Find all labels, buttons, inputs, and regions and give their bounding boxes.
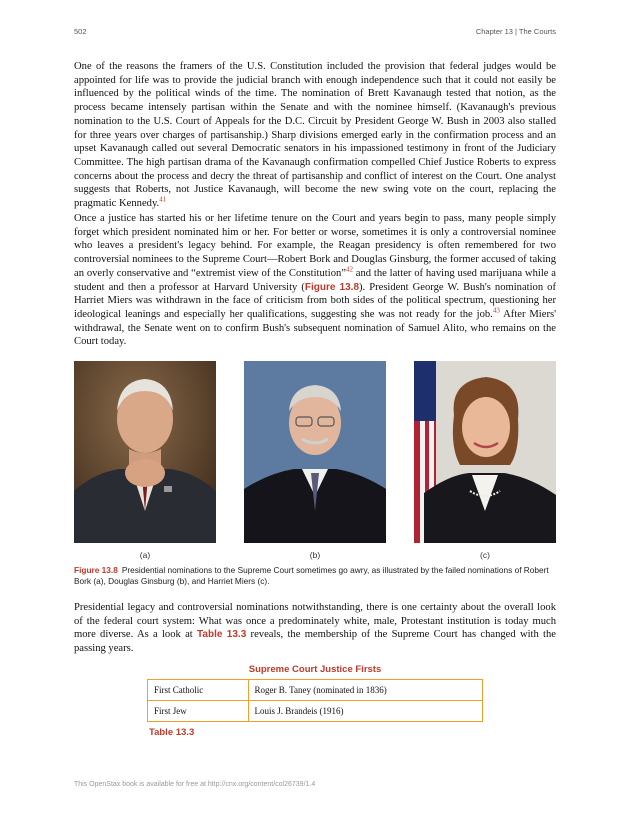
table-row: [148, 680, 483, 701]
paragraph-text: After Miers' withdrawal, the Senate went on to confirm Bush's subsequent nomination of Samuel Alito, who remains on the Court today.: [74, 308, 557, 348]
footer-note: This OpenStax book is available for free at http://cnx.org/content/col26739/1.4: [74, 781, 316, 788]
table-cell: First Catholic: [148, 680, 249, 701]
table-row: [148, 701, 483, 722]
photo-harriet-miers: [414, 361, 556, 543]
table-13-3-link[interactable]: Table 13.3: [197, 629, 247, 641]
figure-caption-label: Figure 13.8: [74, 565, 118, 575]
paragraph-text: One of the reasons the framers of the U.S. Constitution included the provision that federal judges would be appointed for life was to provide the judicial branch with enough independence such that it could not easily be influenced by the political winds of the time. The nomination of Brett Kavanaugh tested that notion, as the process became intensely partisan within the Senate and with the nominee himself. (Kavanaugh's previous nomination to the U.S. Court of Appeals for the D.C. Circuit by President George W. Bush in 2003 also stalled for three years over charges of partisanship.) Sharp divisions emerged early in the confirmation process and an upset Kavanaugh called out several Democratic senators in his impassioned testimony in front of the Judiciary Committee. The high partisan drama of the Kavanaugh confirmation compelled Chief Justice Roberts to express concerns about the process and decry the threat of partisanship and conflict of interest on the Court. One analyst suggests that Roberts, not Justice Kavanaugh, will become the new swing vote on the court, replacing the pragmatic Kennedy.: [74, 61, 556, 210]
paragraph-text: ). President George W. Bush's nomination of Harriet Miers was withdrawn in the face of criticism from both sides of the political spectrum, questioning her ideological leanings and especially her qualifications, suggesting she was not ready for the job.: [74, 281, 556, 320]
figure-label-a: (a): [139, 550, 151, 560]
paragraph-text: Once a justice has started his or her lifetime tenure on the Court and years begin to pass, many people simply forget which president nominated him or her. For better or worse, sometimes it is only a controversial nominee who leaves a president's legacy behind. For example, the Reagan presidency is often remembered for two controversial nominees to the Supreme Court—Robert Bork and Douglas Ginsburg, the former accused of taking an overly conservative and “extremist view of the Constitution”: [74, 213, 556, 279]
photo-douglas-ginsburg: [244, 361, 386, 543]
paragraph-kavanaugh: [74, 60, 556, 211]
paragraph-controversial-nominees: [74, 212, 556, 349]
paragraph-text: Presidential legacy and controversial nominations notwithstanding, there is one certainty about the overall look of the federal court system: What was once a predominately white, male, Protestant institution is today much more diverse. As a look at: [74, 602, 556, 641]
endnote-41[interactable]: 41: [159, 195, 167, 204]
figure-caption: [74, 565, 556, 587]
photo-robert-bork: [74, 361, 216, 543]
figure-13-8-link[interactable]: Figure 13.8: [304, 281, 360, 293]
table-label: Table 13.3: [149, 727, 195, 738]
paragraph-text: and the latter of having used marijuana while a student and then a professor at Harvard University (: [74, 267, 556, 293]
paragraph-diversity: [74, 601, 556, 656]
table-cell: First Jew: [148, 701, 249, 722]
figure-caption-text: Presidential nominations to the Supreme Court sometimes go awry, as illustrated by the failed nominations of Robert Bork (a), Douglas Ginsburg (b), and Harriet Miers (c).: [74, 565, 549, 586]
table-cell: Louis J. Brandeis (1916): [248, 701, 482, 722]
figure-label-b: (b): [309, 550, 321, 560]
justice-firsts-table: [147, 679, 483, 722]
figure-label-c: (c): [480, 550, 490, 560]
chapter-header: Chapter 13 | The Courts: [475, 27, 556, 36]
table-title: Supreme Court Justice Firsts: [248, 664, 382, 675]
table-cell: Roger B. Taney (nominated in 1836): [248, 680, 482, 701]
paragraph-text: reveals, the membership of the Supreme Court has changed with the passing years.: [74, 629, 556, 655]
page-number: 502: [74, 27, 87, 36]
endnote-42[interactable]: 42: [345, 265, 353, 274]
endnote-43[interactable]: 43: [492, 306, 500, 315]
